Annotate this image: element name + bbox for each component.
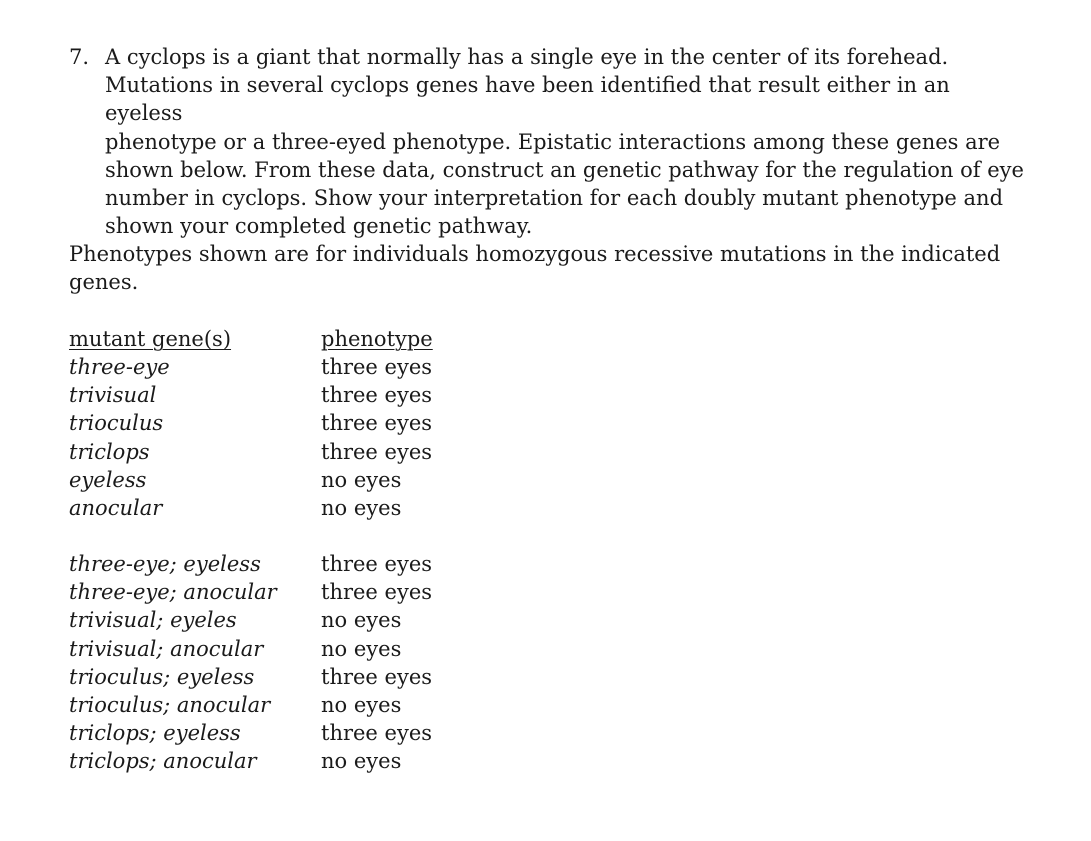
gene-cell: three-eye; anocular	[69, 580, 277, 605]
gene-cell: three-eye; eyeless	[69, 552, 261, 576]
gene-cell: trivisual	[69, 383, 157, 408]
column-header-genes: mutant gene(s)	[69, 327, 232, 351]
question-text	[105, 43, 1029, 240]
gene-cell: three-eye	[69, 355, 170, 379]
question-line: Mutations in several cyclops genes have been identified that result either in an eyeless	[105, 73, 950, 126]
intro-line: Phenotypes shown are for individuals homozygous recessive mutations in the indicated	[69, 242, 1001, 266]
question-block	[69, 43, 1029, 240]
double-mutant-phenotype-list	[321, 550, 432, 776]
gene-cell: triclops; anocular	[69, 749, 257, 774]
single-mutant-phenotype-list	[321, 353, 432, 522]
phenotype-cell: three eyes	[321, 580, 433, 605]
gene-cell: trivisual; anocular	[69, 636, 264, 661]
gene-cell: trioculus; eyeless	[69, 664, 255, 689]
double-mutant-genes-list	[69, 550, 277, 776]
question-line: number in cyclops. Show your interpretation for each doubly mutant phenotype and	[105, 186, 1004, 211]
phenotype-cell: three eyes	[321, 552, 433, 576]
gene-cell: triclops	[69, 439, 150, 464]
phenotype-cell: no eyes	[321, 636, 402, 661]
question-line: shown below. From these data, construct an genetic pathway for the regulation of eye	[105, 157, 1024, 182]
phenotype-cell: three eyes	[321, 383, 433, 408]
gene-cell: anocular	[69, 495, 163, 520]
question-line: shown your completed genetic pathway.	[105, 214, 533, 239]
gene-cell: eyeless	[69, 467, 147, 492]
phenotype-cell: three eyes	[321, 355, 433, 379]
question-number: 7.	[69, 45, 90, 69]
gene-cell: triclops; eyeless	[69, 721, 241, 746]
phenotype-cell: no eyes	[321, 495, 402, 520]
phenotype-cell: no eyes	[321, 608, 402, 633]
phenotype-cell: three eyes	[321, 664, 433, 689]
column-header-phenotype: phenotype	[321, 327, 433, 351]
phenotype-cell: no eyes	[321, 467, 402, 492]
intro-paragraph	[69, 240, 1029, 296]
intro-line: genes.	[69, 270, 139, 295]
phenotype-cell: three eyes	[321, 439, 433, 464]
phenotype-cell: no eyes	[321, 749, 402, 774]
phenotype-cell: three eyes	[321, 721, 433, 746]
phenotype-cell: no eyes	[321, 692, 402, 717]
gene-cell: trioculus	[69, 411, 164, 436]
gene-cell: trioculus; anocular	[69, 692, 271, 717]
question-line: phenotype or a three-eyed phenotype. Epistatic interactions among these genes are	[105, 129, 1001, 154]
single-mutant-genes-list	[69, 353, 170, 522]
gene-cell: trivisual; eyeles	[69, 608, 237, 633]
question-line: A cyclops is a giant that normally has a single eye in the center of its forehead.	[105, 45, 949, 69]
phenotype-cell: three eyes	[321, 411, 433, 436]
